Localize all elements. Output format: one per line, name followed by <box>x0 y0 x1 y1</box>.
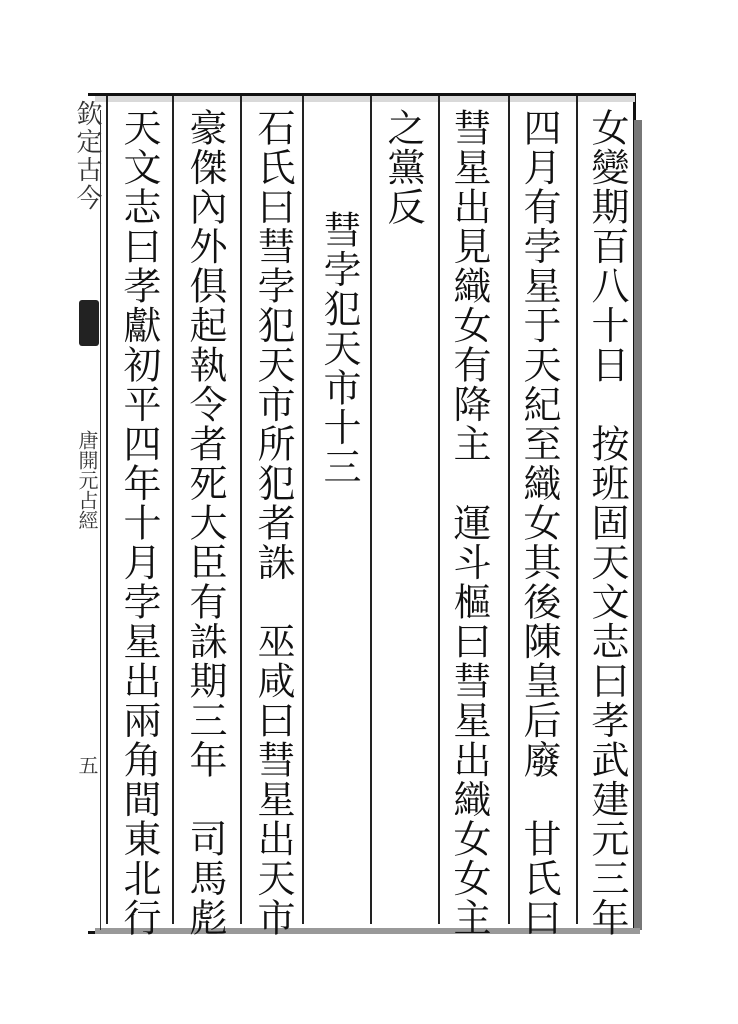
column-rule <box>508 96 510 924</box>
fishtail-mark <box>79 300 99 346</box>
text-column-8: 天文志曰孝獻初平四年十月孛星出兩角間東北行 <box>117 108 161 938</box>
text-column-1: 女變期百八十日 按班固天文志曰孝武建元三年 <box>585 108 629 938</box>
text-column-3: 彗星出見織女有降主 運斗樞曰彗星出織女女主 <box>447 108 491 938</box>
page-edge-shadow <box>634 120 642 930</box>
column-rule <box>370 96 372 924</box>
text-column-6: 石氏曰彗孛犯天市所犯者誅 巫咸曰彗星出天市 <box>251 108 295 938</box>
column-rule <box>576 96 578 924</box>
section-heading: 彗孛犯天市十三 <box>317 210 361 487</box>
text-column-2: 四月有孛星于天紀至織女其後陳皇后廢 甘氏曰 <box>517 108 561 938</box>
column-rule <box>302 96 304 924</box>
column-rule <box>172 96 174 924</box>
column-rule <box>240 96 242 924</box>
margin-page-number: 五 <box>75 755 99 775</box>
margin-subtitle: 唐開元占經 <box>75 430 99 530</box>
text-column-7: 豪傑內外俱起執令者死大臣有誅期三年 司馬彪 <box>183 108 227 938</box>
text-column-4: 之黨反 <box>381 108 425 227</box>
margin-title: 欽定古今 <box>72 100 102 212</box>
page-top-fold <box>95 96 635 102</box>
column-rule <box>106 96 108 924</box>
column-rule <box>438 96 440 924</box>
